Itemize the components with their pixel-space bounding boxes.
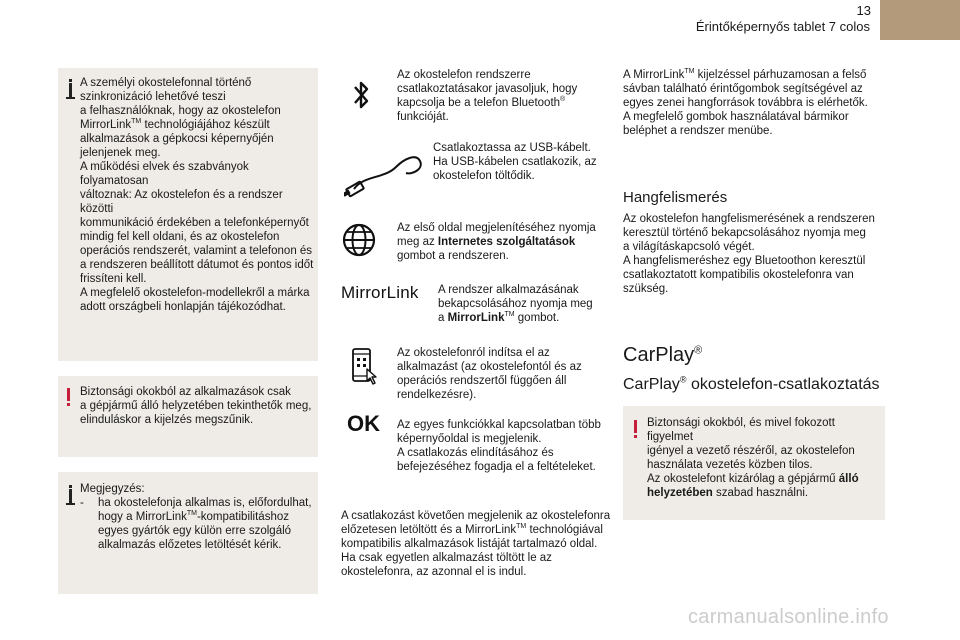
after-connection-text: A csatlakozást követően megjelenik az okostelefonra előzetesen letöltött és a MirrorLink™ technológiával kompatibilis alkalmazások listáját tartalmazó oldal. Ha csak egyetlen alkalmazást töltött le az okostelefonra, az azonnal el is indul. bbox=[341, 510, 611, 578]
warning-apps-text: Biztonsági okokból az alkalmazások csak a gépjármű álló helyzetében tekinthetők meg, elinduláskor a kijelzés megszűnik. bbox=[80, 386, 312, 426]
ok-text: Az egyes funkciókkal kapcsolatban több képernyőoldal is megjelenik. A csatlakozás elindításához és befejezéséhez fogadja el a feltételeket. bbox=[397, 419, 601, 473]
info-sync-text: A személyi okostelefonnal történő szinkronizáció lehetővé teszi a felhasználóknak, hogy az okostelefon MirrorLink™ technológiájához készült alkalmazások a gépkocsi képernyőjén jelenjenek meg. A működési elvek és szabványok folyamatosan változnak: Az okostelefon és a rendszer közötti kommunikáció érdekében a telefonképernyőt mindig fel kell oldani, és az okostelefon operációs rendszerét, valamint a telefonon és a rendszeren beállított dátumot és pontos időt frissíteni kell. A megfelelő okostelefon-modellekről a márka adott országbeli honlapján tájékozódhat. bbox=[80, 77, 314, 313]
page-header-title: Érintőképernyős tablet 7 colos bbox=[695, 19, 870, 34]
mirrorlink-logo: MirrorLink bbox=[341, 283, 419, 302]
warning-icon bbox=[63, 388, 73, 406]
voice-recognition-text: Az okostelefon hangfelismerésének a rendszeren keresztül történő bekapcsolásához nyomja meg a világításkapcsoló végét. A hangfelismeréshez egy Bluetoothon keresztül csatlakoztatott kompatibilis okostelefonra van szükség. bbox=[623, 213, 875, 295]
mirrorlink-intro-text: A MirrorLink™ kijelzéssel párhuzamosan a felső sávban található érintőgombok segítségével az egyes zenei hangforrások továbbra is elérhetők. A megfelelő gombok használatával bármikor beléphet a rendszer menübe. bbox=[623, 68, 868, 137]
mirrorlink-text: A rendszer alkalmazásának bekapcsolásához nyomja meg a MirrorLink™ gombot. bbox=[438, 284, 593, 324]
page-tab-marker bbox=[880, 0, 960, 40]
warning-carplay-text: Biztonsági okokból, és mivel fokozott figyelmet igényel a vezető részéről, az okostelefon használata vezetés közben tilos. Az okostelefont kizárólag a gépjármű álló helyzetében szabad használni. bbox=[647, 417, 859, 499]
info-icon bbox=[62, 79, 78, 99]
info-icon bbox=[62, 485, 78, 505]
usb-text: Csatlakoztassa az USB-kábelt. Ha USB-kábelen csatlakozik, az okostelefon töltődik. bbox=[433, 142, 597, 182]
carplay-heading: CarPlay® bbox=[623, 344, 703, 366]
voice-recognition-heading: Hangfelismerés bbox=[623, 189, 728, 206]
bluetooth-icon bbox=[350, 78, 372, 112]
carplay-subheading: CarPlay® okostelefon-csatlakoztatás bbox=[623, 374, 880, 393]
bluetooth-text: Az okostelefon rendszerre csatlakoztatásakor javasoljuk, hogy kapcsolja be a telefon Bluetooth® funkcióját. bbox=[397, 69, 578, 123]
ok-button-logo: OK bbox=[347, 411, 380, 436]
internet-services-icon bbox=[341, 222, 377, 258]
usb-cable-icon bbox=[344, 145, 426, 201]
warning-icon bbox=[630, 420, 640, 438]
smartphone-app-text: Az okostelefonról indítsa el az alkalmazást (az okostelefontól és az operációs rendszertől függően áll rendelkezésre). bbox=[397, 347, 582, 401]
internet-services-text: Az első oldal megjelenítéséhez nyomja meg az Internetes szolgáltatások gombot a rendszeren. bbox=[397, 222, 596, 262]
note-text: Megjegyzés: - ha okostelefonja alkalmas is, előfordulhat, hogy a MirrorLink™-kompatibilitáshoz egyes gyártók egy külön erre szolgáló alkalmazás előzetes letöltését kérik. bbox=[80, 483, 312, 551]
watermark: carmanualsonline.info bbox=[688, 606, 889, 628]
page-number: 13 bbox=[856, 3, 871, 18]
smartphone-app-icon bbox=[350, 347, 380, 387]
